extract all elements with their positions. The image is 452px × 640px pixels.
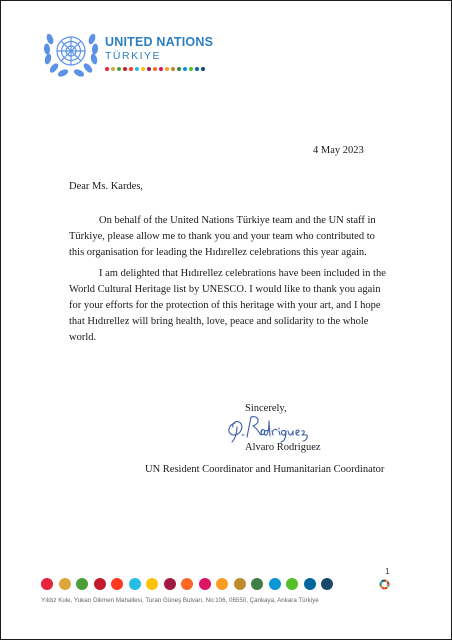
sdg-color-strip [105,67,205,71]
sdg-dot [59,578,71,590]
sdg-dot [146,578,158,590]
page-number: 1 [385,567,390,576]
sdg-strip-dot [117,67,121,71]
sdg-dot [269,578,281,590]
footer-address: Yıldız Kule, Yukarı Dikmen Mahallesi, Turan Güneş Bulvarı, No:106, 06550, Çankaya, Ankara Türkiye [41,597,319,604]
sdg-dot [304,578,316,590]
org-country: TÜRKIYE [105,50,162,62]
sdg-strip-dot [177,67,181,71]
sdg-strip-dot [195,67,199,71]
sdg-dot [94,578,106,590]
sdg-strip-dot [105,67,109,71]
sdg-dot [164,578,176,590]
sdg-strip-dot [201,67,205,71]
letter-date: 4 May 2023 [313,145,364,156]
letter-body [69,213,387,351]
closing: Sincerely, [245,403,287,414]
sdg-strip-dot [159,67,163,71]
sdg-strip-dot [153,67,157,71]
body-paragraph: I am delighted that Hıdırellez celebrations have been included in the World Cultural Heritage list by UNESCO. I would like to thank you again for your efforts for the protection of this heritage with your art, and I hope that Hıdırellez will bring health, love, peace and solidarity to the whole world. [69,267,386,344]
sdg-dot [251,578,263,590]
sdg-strip-dot [111,67,115,71]
sdg-dot [129,578,141,590]
signature [223,411,323,443]
sdg-dot [286,578,298,590]
sdg-strip-dot [123,67,127,71]
sdg-wheel-icon [379,579,390,590]
sdg-dot [111,578,123,590]
sdg-dot [199,578,211,590]
sdg-dot [234,578,246,590]
un-emblem-icon [41,27,101,79]
org-name: UNITED NATIONS [105,35,214,49]
sdg-dot-row [41,578,333,590]
sdg-strip-dot [141,67,145,71]
sdg-strip-dot [165,67,169,71]
sdg-dot [181,578,193,590]
sdg-strip-dot [183,67,187,71]
sdg-strip-dot [135,67,139,71]
sdg-dot [216,578,228,590]
salutation: Dear Ms. Kardes, [69,181,144,192]
sdg-strip-dot [147,67,151,71]
sdg-dot [321,578,333,590]
sdg-dot [41,578,53,590]
sdg-strip-dot [129,67,133,71]
signer-name: Alvaro Rodriguez [245,442,321,453]
sdg-dot [76,578,88,590]
signer-title: UN Resident Coordinator and Humanitarian Coordinator [145,464,385,475]
sdg-strip-dot [171,67,175,71]
body-paragraph: On behalf of the United Nations Türkiye team and the UN staff in Türkiye, please allow me to thank you and your team who contributed to this organisation for leading the Hıdırellez celebrations this year again. [69,215,376,259]
sdg-strip-dot [189,67,193,71]
